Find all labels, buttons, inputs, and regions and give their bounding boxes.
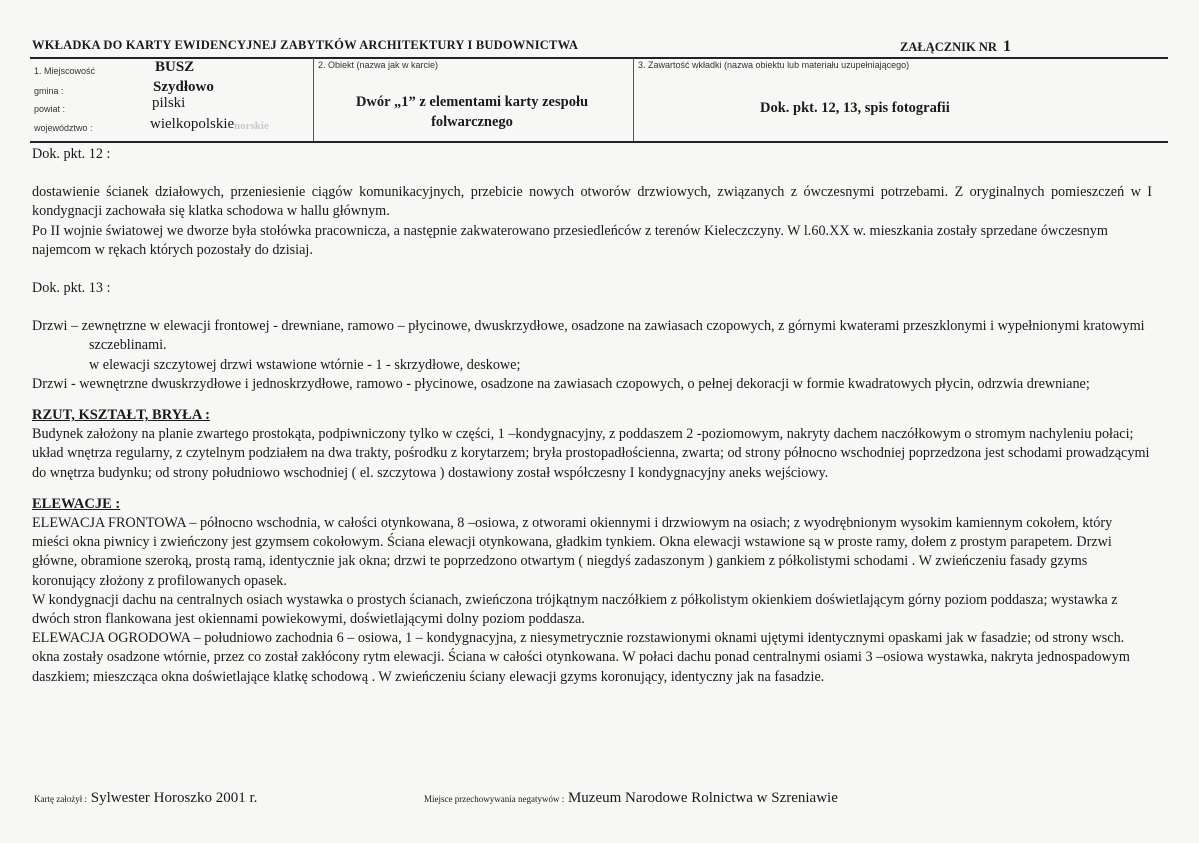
document-title: WKŁADKA DO KARTY EWIDENCYJNEJ ZABYTKÓW ARCHITEKTURY I BUDOWNICTWA [32, 38, 579, 52]
gmina-value: Szydłowo [153, 79, 214, 95]
author-label: Kartę założył : [34, 794, 87, 804]
voivodeship-label: województwo : [34, 123, 93, 133]
object-value-line2: folwarcznego [431, 114, 513, 130]
doors-exterior: Drzwi – zewnętrzne w elewacji frontowej - drewniane, ramowo – płycinowe, dwuskrzydłowe, osadzone na zawiasach czopowych, z górnymi kwaterami przeszklonymi i wypełnionymi kratowymi szczeblinami. [32, 318, 1145, 354]
elevation-garden-text: ELEWACJA OGRODOWA – południowo zachodnia 6 – osiowa, 1 – kondygnacyjna, z niesymetrycznie rozstawionymi oknami ujętymi identycznymi opaskami jak w fasadzie; od strony wsch. okna zostały osadzone wtórnie, przez co został zakłócony rytm elewacji. Ściana w całości otynkowana. W połaci dachu ponad centralnymi osiami 3 –osiowa wystawka, nakryta jednospadowym daszkiem; mieszcząca okna doświetlające klatkę schodową . W zwieńczeniu ściany elewacji gzyms koronujący, identyczny jak na fasadzie. [32, 630, 1130, 685]
pkt12-paragraph-1: dostawienie ścianek działowych, przeniesienie ciągów komunikacyjnych, przebicie nowych otworów drzwiowych, związanych z ówczesnymi potrzebami. Z oryginalnych pomieszczeń w I kondygnacji zachowała się klatka schodowa w hallu głównym. [32, 184, 1152, 220]
footer-negatives [424, 790, 838, 807]
plan-shape-heading: RZUT, KSZTAŁT, BRYŁA : [32, 407, 210, 424]
powiat-label: powiat : [34, 104, 66, 114]
column-divider-2 [633, 58, 634, 141]
doors-interior: Drzwi - wewnętrzne dwuskrzydłowe i jednoskrzydłowe, ramowo - płycinowe, osadzone na zawiasach czopowych, o pełnej dekoracji w formie kwadratowych płycin, odrzwia drewniane; [32, 375, 1090, 392]
doors-gable: w elewacji szczytowej drzwi wstawione wtórnie - 1 - skrzydłowe, deskowe; [89, 356, 521, 373]
object-label: 2. Obiekt (nazwa jak w karcie) [318, 60, 439, 70]
footer-author [34, 790, 257, 807]
pkt13-heading: Dok. pkt. 13 : [32, 280, 111, 297]
town-label: 1. Miejscowość [34, 66, 96, 76]
attachment-number [900, 38, 1011, 56]
gmina-label: gmina : [34, 86, 64, 96]
attachment-label: ZAŁĄCZNIK NR [900, 40, 997, 54]
elevations-heading: ELEWACJE : [32, 495, 121, 512]
voivodeship-faint-overprint: norskie [234, 120, 269, 132]
contents-label: 3. Zawartość wkładki (nazwa obiektu lub materiału uzupełniającego) [638, 60, 910, 70]
attachment-number-value: 1 [1003, 38, 1012, 55]
negatives-place: Muzeum Narodowe Rolnictwa w Szreniawie [567, 790, 838, 806]
header-top-rule [30, 57, 1168, 59]
author-value: Sylwester Horoszko 2001 r. [90, 790, 258, 806]
voivodeship-value: wielkopolskie [150, 116, 235, 132]
contents-value: Dok. pkt. 12, 13, spis fotografii [760, 100, 950, 116]
header-bottom-rule [30, 141, 1168, 143]
object-value-line1: Dwór „1” z elementami karty zespołu [355, 94, 589, 110]
elevation-front-text: ELEWACJA FRONTOWA – północno wschodnia, w całości otynkowana, 8 –osiowa, z otworami okiennymi i drzwiowym na osiach; z wyodrębnionym wysokim kamiennym cokołem, który mieści okna piwnicy i zwieńczony jest gzymsem cokołowym. Ściana elewacji otynkowana, gładkim tynkiem. Okna elewacji wstawione są w proste ramy, dołem z prostym parapetem. Drzwi główne, obramione szeroką, prostą ramą, identycznie jak okna; drzwi te poprzedzono otwartym ( niegdyś zadaszonym ) gankiem z półkolistymi schodami . W zwieńczeniu fasady gzyms koronujący złożony z profilowanych opasek. [32, 515, 1113, 589]
elevation-roof-text: W kondygnacji dachu na centralnych osiach wystawka o prostych ścianach, zwieńczona trójkątnym naczółkiem z półkolistym okienkiem doświetlającym górny poziom poddasza; wystawka z dwóch stron flankowana jest okiennami powiekowymi, doświetlającymi dolny poziom poddasza. [32, 591, 1118, 628]
column-divider-1 [313, 58, 314, 141]
town-value: BUSZ [155, 59, 195, 75]
negatives-label: Miejsce przechowywania negatywów : [424, 794, 565, 804]
object-value [322, 92, 622, 132]
pkt12-heading: Dok. pkt. 12 : [32, 146, 111, 162]
plan-shape-text: Budynek założony na planie zwartego prostokąta, podpiwniczony tylko w części, 1 –kondygnacyjny, z poddaszem 2 -poziomowym, nakryty dachem naczółkowym o stromym nachyleniu połaci; układ wnętrza regularny, z czytelnym podziałem na dwa trakty, pośrodku z korytarzem; bryła prostopadłościenna, zwarta; od strony północno wschodniej poprzedzona jest schodami prowadzącymi do wnętrza budynku; od strony południowo wschodniej ( el. szczytowa ) dostawiony został współczesny I kondygnacyjny aneks wejściowy. [32, 426, 1150, 481]
powiat-value: pilski [152, 95, 186, 111]
pkt12-paragraph-2: Po II wojnie światowej we dworze była stołówka pracownicza, a następnie zakwaterowano przesiedleńców z terenów Kieleczczyny. W l.60.XX w. mieszkania zostały sprzedane ówczesnym najemcom w rękach których pozostały do dzisiaj. [32, 222, 1108, 258]
document-body [32, 145, 1152, 687]
